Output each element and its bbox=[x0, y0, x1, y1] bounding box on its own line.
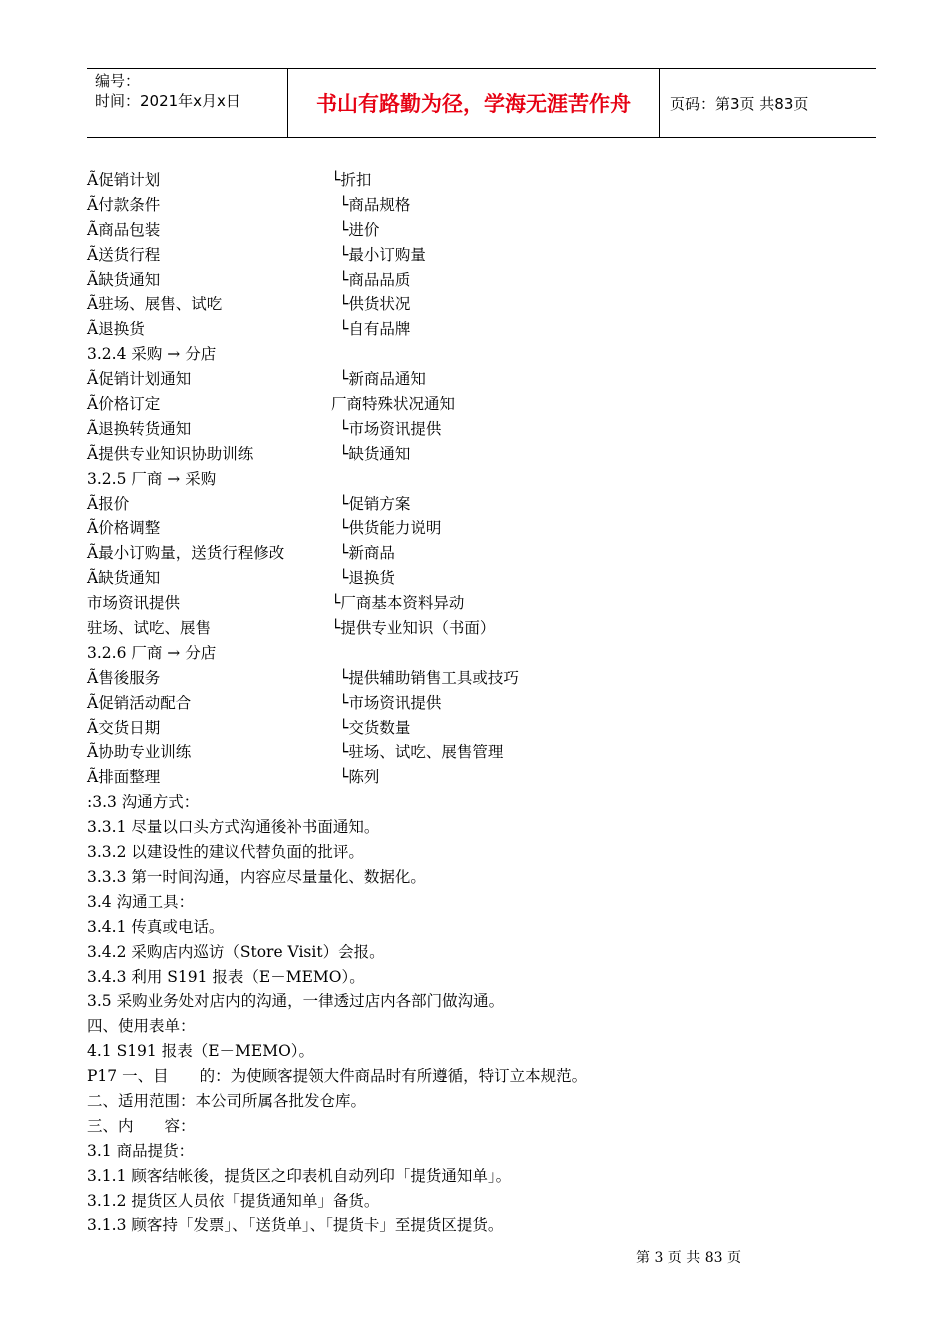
line-left-text: Ã退换货 bbox=[87, 320, 145, 339]
text-line bbox=[87, 467, 877, 492]
text-line bbox=[87, 965, 877, 990]
line-left-text: Ã缺货通知 bbox=[87, 270, 161, 289]
line-right-text: └新商品 bbox=[339, 544, 395, 563]
line-right-text: └提供辅助销售工具或技巧 bbox=[339, 668, 519, 687]
text-line bbox=[87, 1014, 877, 1039]
text-line bbox=[87, 790, 877, 815]
line-left-text: 四、使用表单： bbox=[87, 1017, 196, 1036]
page-header bbox=[87, 68, 876, 138]
text-line bbox=[87, 765, 877, 790]
line-right-text: └厂商基本资料异动 bbox=[331, 594, 465, 613]
line-left-text: 3.5 采购业务处对店内的沟通，一律透过店内各部门做沟通。 bbox=[87, 992, 505, 1011]
text-line bbox=[87, 392, 877, 417]
document-body bbox=[87, 168, 877, 1238]
text-line bbox=[87, 915, 877, 940]
text-line bbox=[87, 815, 877, 840]
line-left-text: Ã商品包装 bbox=[87, 220, 161, 239]
text-line bbox=[87, 716, 877, 741]
line-right-text: └交货数量 bbox=[339, 718, 411, 737]
text-line bbox=[87, 691, 877, 716]
text-line bbox=[87, 516, 877, 541]
line-right-text: └提供专业知识（书面） bbox=[331, 619, 496, 638]
line-left-text: 市场资讯提供 bbox=[87, 594, 181, 613]
text-line bbox=[87, 591, 877, 616]
text-line bbox=[87, 666, 877, 691]
line-right-text: └新商品通知 bbox=[339, 370, 426, 389]
text-line bbox=[87, 1189, 877, 1214]
line-left-text: Ã促销计划 bbox=[87, 171, 161, 189]
line-left-text: 3.4 沟通工具： bbox=[87, 892, 195, 911]
text-line bbox=[87, 292, 877, 317]
line-right-text: 厂商特殊状况通知 bbox=[331, 395, 456, 414]
text-line bbox=[87, 566, 877, 591]
line-left-text: Ã驻场、展售、试吃 bbox=[87, 295, 223, 314]
text-line bbox=[87, 1114, 877, 1139]
text-line bbox=[87, 940, 877, 965]
line-left-text: 3.3.2 以建设性的建议代替负面的批评。 bbox=[87, 843, 364, 862]
text-line bbox=[87, 442, 877, 467]
line-right-text: └驻场、试吃、展售管理 bbox=[339, 743, 504, 762]
line-right-text: └缺货通知 bbox=[339, 444, 411, 463]
line-left-text: 驻场、试吃、展售 bbox=[87, 619, 212, 638]
header-motto-cell bbox=[287, 69, 660, 137]
line-left-text: Ã排面整理 bbox=[87, 768, 161, 787]
text-line bbox=[87, 1139, 877, 1164]
line-right-text: └退换货 bbox=[339, 569, 395, 588]
text-line bbox=[87, 1164, 877, 1189]
text-line bbox=[87, 1089, 877, 1114]
line-left-text: 3.4.1 传真或电话。 bbox=[87, 917, 225, 936]
text-line bbox=[87, 840, 877, 865]
page-info-text: 页码：第3页 共83页 bbox=[670, 94, 809, 113]
line-left-text: 二、适用范围：本公司所属各批发仓库。 bbox=[87, 1091, 367, 1110]
text-line bbox=[87, 1213, 877, 1238]
line-left-text: Ã付款条件 bbox=[87, 195, 161, 214]
line-left-text: 3.2.4 采购 → 分店 bbox=[87, 345, 217, 364]
header-meta bbox=[87, 69, 287, 137]
line-left-text: Ã交货日期 bbox=[87, 718, 161, 737]
line-right-text: └自有品牌 bbox=[339, 320, 411, 339]
text-line bbox=[87, 168, 877, 193]
line-left-text: 3.3.1 尽量以口头方式沟通後补书面通知。 bbox=[87, 818, 380, 837]
line-left-text: Ã提供专业知识协助训练 bbox=[87, 444, 254, 463]
line-left-text: Ã价格调整 bbox=[87, 519, 161, 538]
line-right-text: └供货能力说明 bbox=[339, 519, 442, 538]
text-line bbox=[87, 890, 877, 915]
line-right-text: └商品规格 bbox=[339, 195, 411, 214]
text-line bbox=[87, 193, 877, 218]
time-label: 时间：2021年x月x日 bbox=[95, 92, 241, 110]
text-line bbox=[87, 367, 877, 392]
line-left-text: 3.1.2 提货区人员依「提货通知单」备货。 bbox=[87, 1191, 380, 1210]
line-right-text: └供货状况 bbox=[339, 295, 411, 314]
text-line bbox=[87, 616, 877, 641]
text-line bbox=[87, 865, 877, 890]
header-page-info bbox=[660, 69, 876, 137]
line-left-text: 3.1.3 顾客持「发票」、「送货单」、「提货卡」至提货区提货。 bbox=[87, 1216, 504, 1235]
text-line bbox=[87, 989, 877, 1014]
line-left-text: 3.2.5 厂商 → 采购 bbox=[87, 469, 217, 488]
line-left-text: 3.4.3 利用 S191 报表（E－MEMO）。 bbox=[87, 967, 365, 986]
line-right-text: └最小订购量 bbox=[339, 245, 426, 264]
line-right-text: └促销方案 bbox=[339, 494, 411, 513]
text-line bbox=[87, 1064, 877, 1089]
line-left-text: Ã价格订定 bbox=[87, 395, 161, 414]
line-left-text: Ã缺货通知 bbox=[87, 569, 161, 588]
line-left-text: 3.1.1 顾客结帐後，提货区之印表机自动列印「提货通知单」。 bbox=[87, 1166, 512, 1185]
line-left-text: Ã促销计划通知 bbox=[87, 370, 192, 389]
line-left-text: Ã最小订购量，送货行程修改 bbox=[87, 544, 285, 563]
text-line bbox=[87, 317, 877, 342]
line-right-text: └市场资讯提供 bbox=[339, 693, 442, 712]
line-left-text: Ã送货行程 bbox=[87, 245, 161, 264]
text-line bbox=[87, 492, 877, 517]
line-left-text: Ã报价 bbox=[87, 494, 130, 513]
line-left-text: Ã促销活动配合 bbox=[87, 693, 192, 712]
line-left-text: 三、内 容： bbox=[87, 1116, 196, 1135]
line-right-text: └进价 bbox=[339, 220, 380, 239]
text-line bbox=[87, 243, 877, 268]
line-left-text: Ã售後服务 bbox=[87, 668, 161, 687]
text-line bbox=[87, 740, 877, 765]
text-line bbox=[87, 541, 877, 566]
line-right-text: └市场资讯提供 bbox=[339, 419, 442, 438]
text-line bbox=[87, 641, 877, 666]
text-line bbox=[87, 417, 877, 442]
line-left-text: :3.3 沟通方式： bbox=[87, 793, 200, 812]
text-line bbox=[87, 1039, 877, 1064]
line-left-text: 3.2.6 厂商 → 分店 bbox=[87, 643, 217, 662]
line-right-text: └陈列 bbox=[339, 768, 380, 787]
motto-text: 书山有路勤为径，学海无涯苦作舟 bbox=[316, 92, 631, 116]
line-left-text: P17 一、目 的：为使顾客提领大件商品时有所遵循，特订立本规范。 bbox=[87, 1067, 588, 1086]
page-footer: 第 3 页 共 83 页 bbox=[636, 1250, 741, 1266]
number-label: 编号： bbox=[95, 72, 141, 90]
text-line bbox=[87, 218, 877, 243]
text-line bbox=[87, 268, 877, 293]
line-right-text: └折扣 bbox=[331, 171, 372, 189]
line-left-text: Ã协助专业训练 bbox=[87, 743, 192, 762]
line-left-text: 3.4.2 采购店内巡访（Store Visit）会报。 bbox=[87, 942, 385, 961]
line-left-text: 4.1 S191 报表（E－MEMO）。 bbox=[87, 1042, 315, 1061]
line-left-text: 3.1 商品提货： bbox=[87, 1141, 195, 1160]
line-right-text: └商品品质 bbox=[339, 270, 411, 289]
text-line bbox=[87, 342, 877, 367]
line-left-text: 3.3.3 第一时间沟通，内容应尽量量化、数据化。 bbox=[87, 867, 426, 886]
line-left-text: Ã退换转货通知 bbox=[87, 419, 192, 438]
